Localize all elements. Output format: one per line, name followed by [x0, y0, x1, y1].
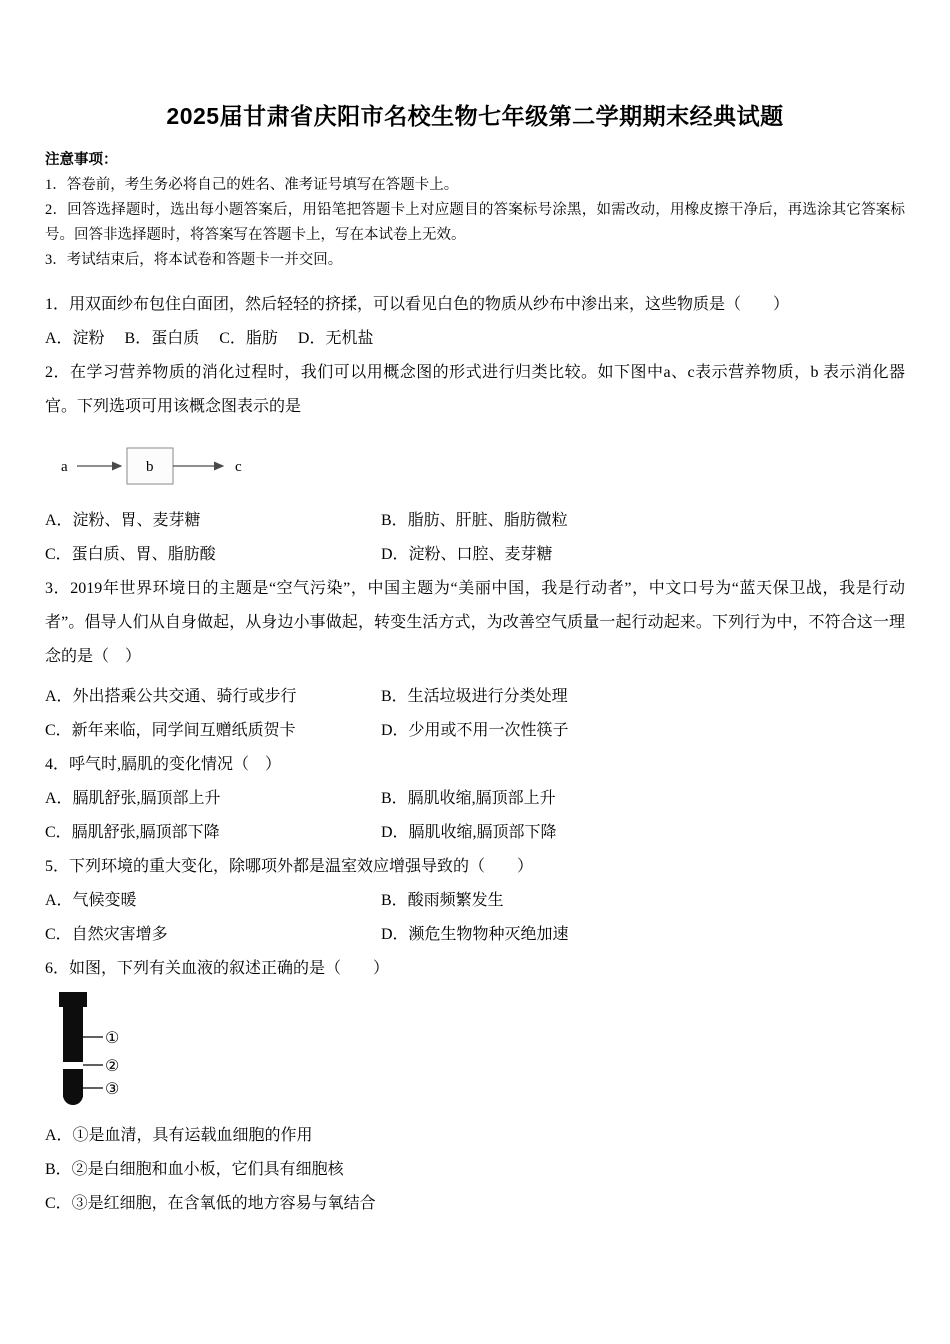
- question-1-options: A．淀粉 B．蛋白质 C．脂肪 D．无机盐: [45, 330, 374, 347]
- diagram-label-a: a: [61, 459, 68, 475]
- question-3-options: [45, 680, 905, 748]
- question-5-option-b: B．酸雨频繁发生: [381, 892, 504, 909]
- question-5-option-a: A．气候变暖: [45, 892, 137, 909]
- diagram-label-c: c: [235, 459, 242, 475]
- test-tube-body: [63, 1007, 83, 1097]
- question-6-options: [45, 1119, 905, 1221]
- blood-test-tube-figure: [47, 990, 905, 1117]
- concept-diagram: [57, 438, 905, 494]
- notice-item-3: 3．考试结束后，将本试卷和答题卡一并交回。: [45, 252, 343, 268]
- question-3-option-b: B．生活垃圾进行分类处理: [381, 688, 568, 705]
- question-5-stem: 5．下列环境的重大变化，除哪项外都是温室效应增强导致的（ ）: [45, 858, 534, 875]
- question-3: [45, 572, 905, 748]
- question-4-option-a: A．膈肌舒张,膈顶部上升: [45, 790, 221, 807]
- question-2-option-d: D．淀粉、口腔、麦芽糖: [381, 546, 553, 563]
- blood-test-tube-svg: [47, 990, 165, 1112]
- question-5-options: [45, 884, 905, 952]
- question-6: [45, 952, 905, 1221]
- question-2-option-c: C．蛋白质、胃、脂肪酸: [45, 546, 216, 563]
- test-tube-rounded-bottom: [63, 1085, 83, 1105]
- question-5: [45, 850, 905, 952]
- question-4-options: [45, 782, 905, 850]
- figure-label-1: ①: [105, 1030, 120, 1047]
- question-6-option-b: B．②是白细胞和血小板，它们具有细胞核: [45, 1161, 344, 1178]
- question-5-option-c: C．自然灾害增多: [45, 926, 168, 943]
- question-4-option-d: D．膈肌收缩,膈顶部下降: [381, 824, 557, 841]
- question-6-option-c: C．③是红细胞，在含氧低的地方容易与氧结合: [45, 1195, 376, 1212]
- page-title: 2025届甘肃省庆阳市名校生物七年级第二学期期末经典试题: [166, 103, 784, 129]
- question-6-stem: 6．如图，下列有关血液的叙述正确的是（ ）: [45, 960, 390, 977]
- buffy-coat-band: [63, 1062, 83, 1069]
- question-2-option-b: B．脂肪、肝脏、脂肪微粒: [381, 512, 568, 529]
- concept-diagram-svg: [57, 438, 267, 494]
- question-3-option-a: A．外出搭乘公共交通、骑行或步行: [45, 688, 297, 705]
- test-tube-cap: [59, 992, 87, 1007]
- notice-section: [45, 148, 905, 273]
- question-3-option-d: D．少用或不用一次性筷子: [381, 722, 569, 739]
- diagram-label-b: b: [146, 459, 154, 475]
- question-2: [45, 356, 905, 572]
- figure-label-2: ②: [105, 1058, 120, 1075]
- question-4: [45, 748, 905, 850]
- question-1: [45, 288, 905, 356]
- question-3-stem: 3．2019年世界环境日的主题是“空气污染”，中国主题为“美丽中国，我是行动者”，中文口号为“蓝天保卫战，我是行动者”。倡导人们从自身做起，从身边小事做起，转变生活方式，为改善空气质量一起行动起来。下列行为中，不符合这一理念的是（ ）: [45, 580, 905, 665]
- question-5-option-d: D．濒危生物物种灭绝加速: [381, 926, 569, 943]
- question-1-stem: 1．用双面纱布包住白面团，然后轻轻的挤揉，可以看见白色的物质从纱布中渗出来，这些物质是（ ）: [45, 296, 790, 313]
- notice-item-2: 2．回答选择题时，选出每小题答案后，用铅笔把答题卡上对应题目的答案标号涂黑，如需改动，用橡皮擦干净后，再选涂其它答案标号。回答非选择题时，将答案写在答题卡上，写在本试卷上无效。: [45, 202, 905, 243]
- question-4-option-b: B．膈肌收缩,膈顶部上升: [381, 790, 556, 807]
- question-3-option-c: C．新年来临，同学间互赠纸质贺卡: [45, 722, 296, 739]
- figure-label-3: ③: [105, 1081, 120, 1098]
- question-2-option-a: A．淀粉、胃、麦芽糖: [45, 512, 201, 529]
- question-6-option-a: A．①是血清，具有运载血细胞的作用: [45, 1127, 313, 1144]
- question-2-options: [45, 504, 905, 572]
- question-4-stem: 4．呼气时,膈肌的变化情况（ ）: [45, 756, 282, 773]
- notice-heading: 注意事项：: [45, 152, 118, 168]
- questions-section: [45, 288, 905, 1221]
- question-2-stem: 2．在学习营养物质的消化过程时，我们可以用概念图的形式进行归类比较。如下图中a、c表示营养物质，b 表示消化器官。下列选项可用该概念图表示的是: [45, 364, 905, 415]
- notice-item-1: 1．答卷前，考生务必将自己的姓名、准考证号填写在答题卡上。: [45, 177, 459, 193]
- question-4-option-c: C．膈肌舒张,膈顶部下降: [45, 824, 220, 841]
